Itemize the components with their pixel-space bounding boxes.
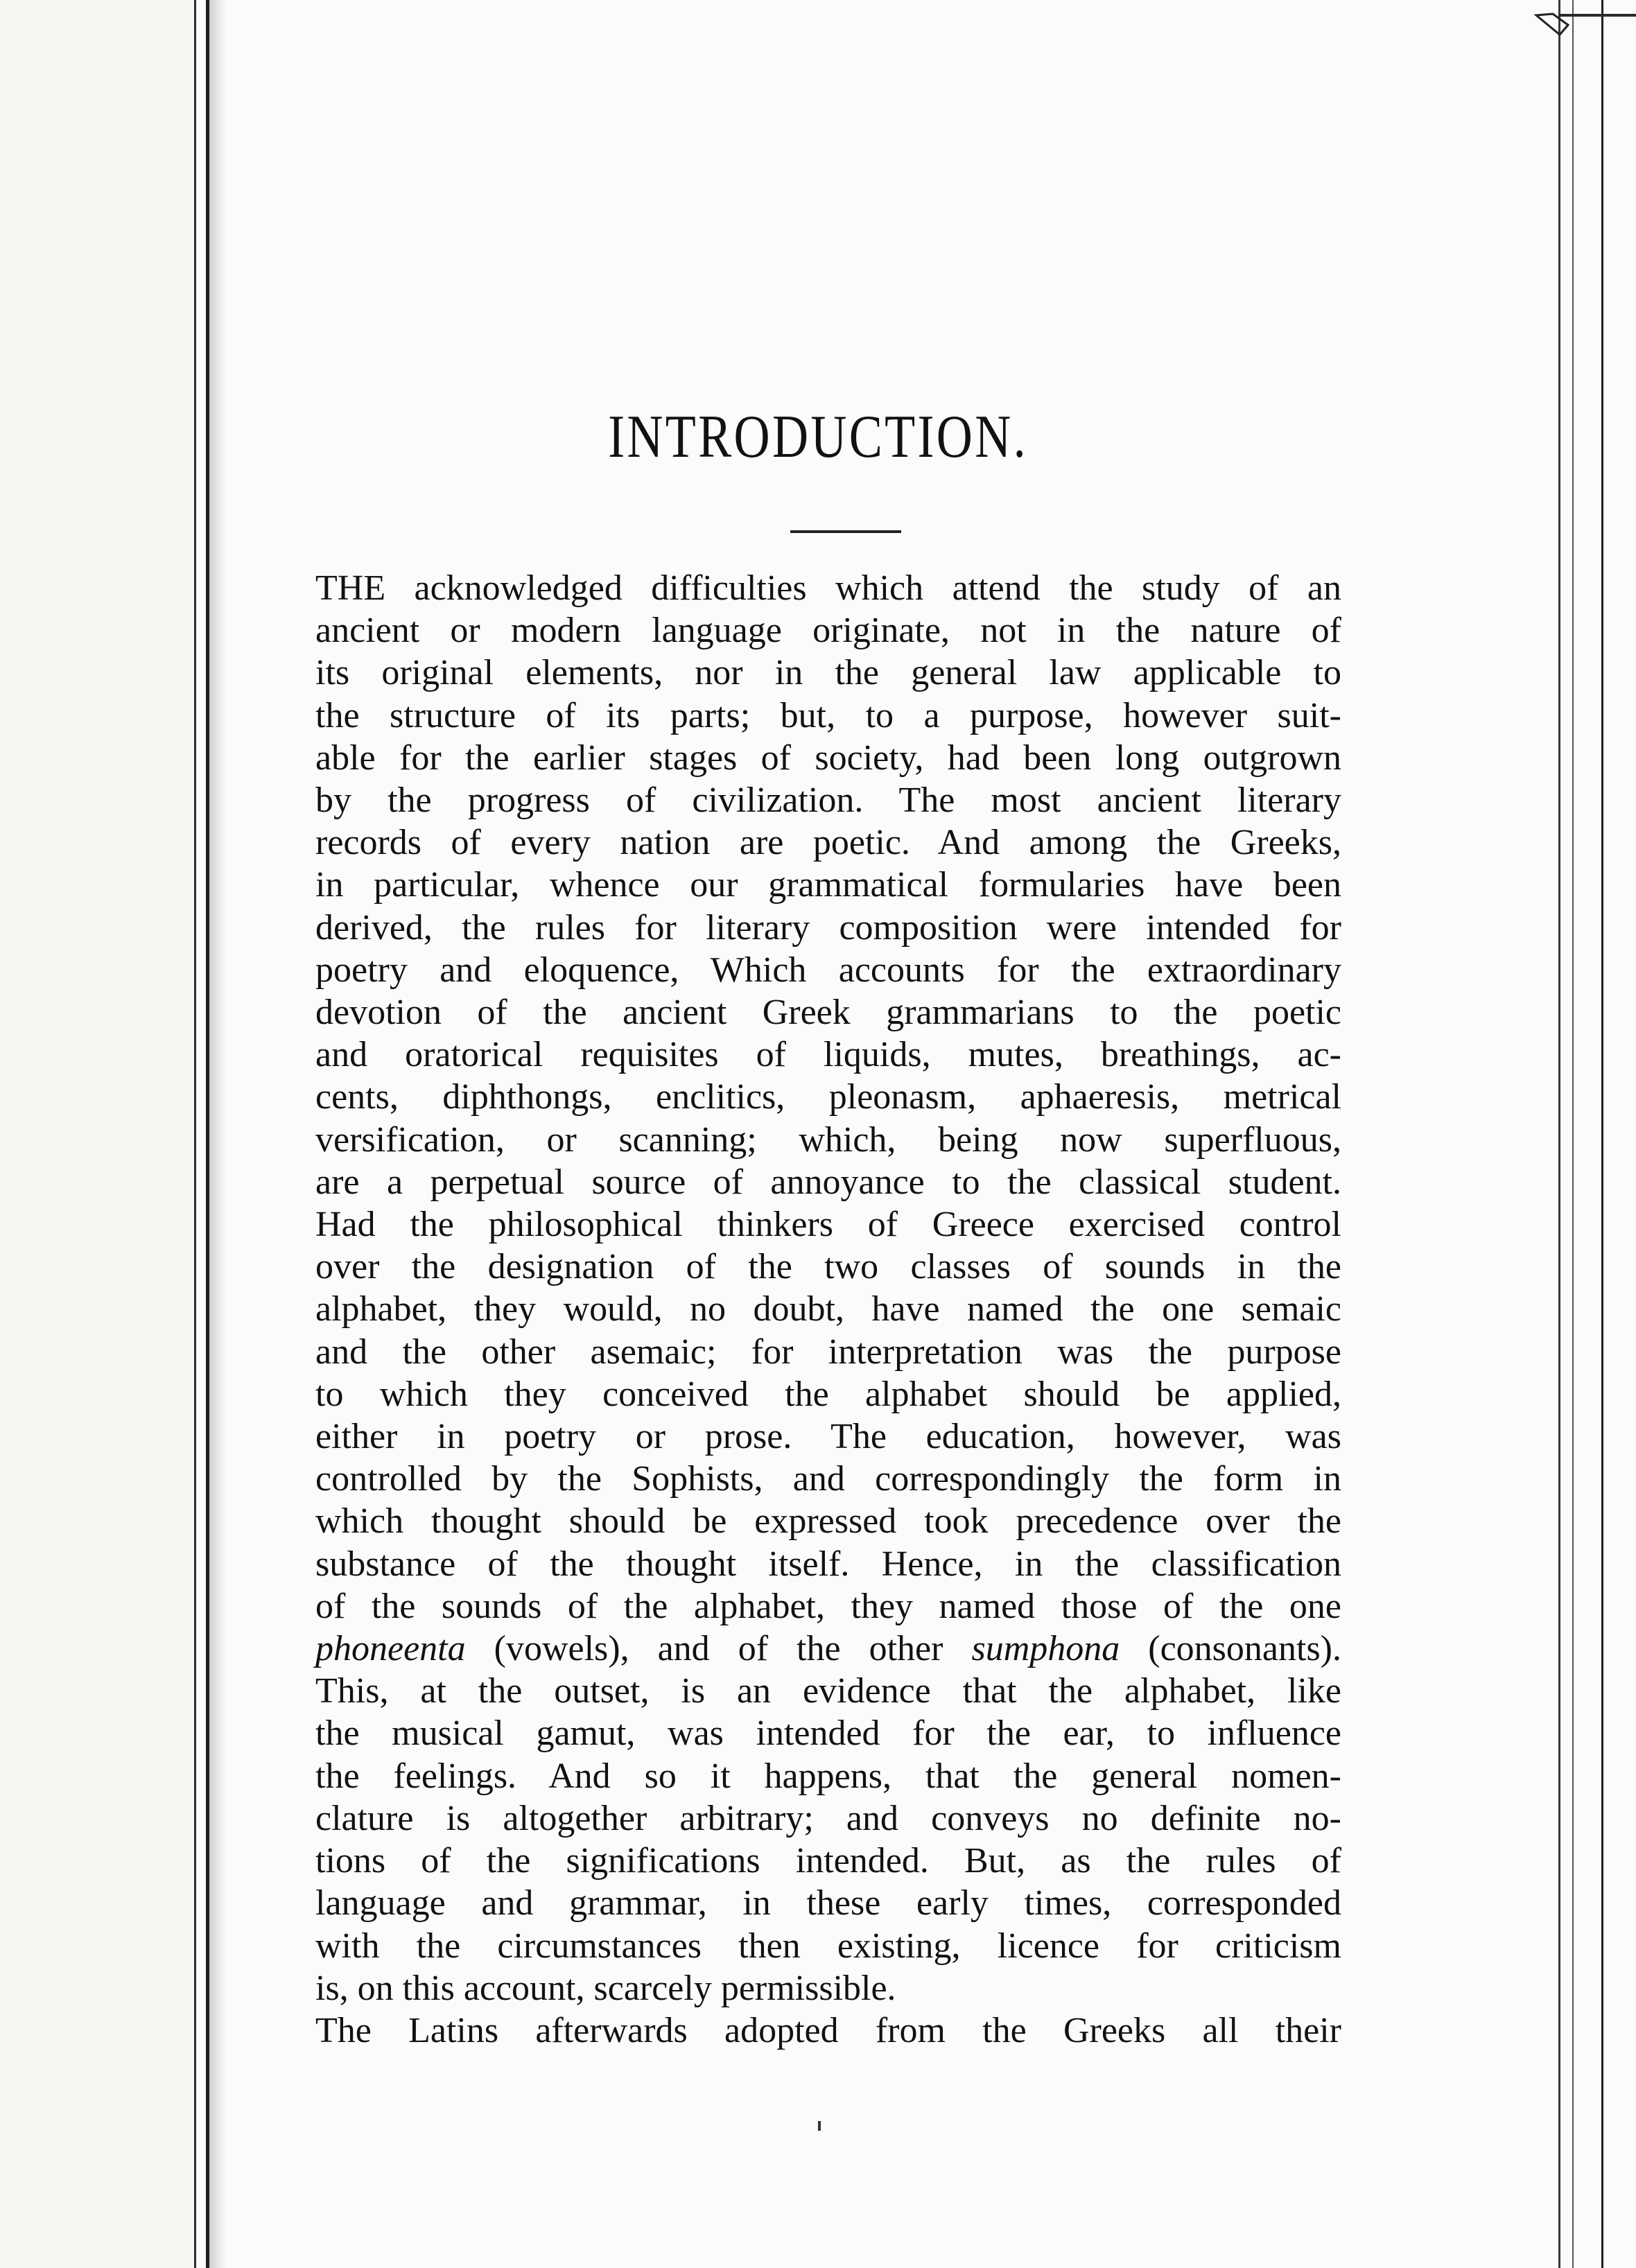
text-line: devotion of the ancient Greek grammarians to the poetic — [315, 993, 1341, 1033]
text-line: This, at the outset, is an evidence that the alphabet, like — [315, 1671, 1341, 1711]
text-line: records of every nation are poetic. And among the Greeks, — [315, 823, 1341, 863]
text-line: its original elements, nor in the general law applicable to — [315, 653, 1341, 693]
text-line: the structure of its parts; but, to a purpose, however suit- — [315, 695, 1341, 735]
printer-mark — [818, 2121, 821, 2131]
text-line: substance of the thought itself. Hence, in the classification — [315, 1544, 1341, 1584]
text-line: cents, diphthongs, enclitics, pleonasm, aphaeresis, metrical — [315, 1077, 1341, 1117]
text-line-italic-terms: phoneenta (vowels), and of the other sumphona (consonants). — [315, 1629, 1342, 1669]
text-line: either in poetry or prose. The education, however, was — [315, 1417, 1341, 1457]
text-line: of the sounds of the alphabet, they named those of the one — [315, 1586, 1341, 1626]
page-corner-fold-icon — [1532, 11, 1574, 39]
text-line: and oratorical requisites of liquids, mutes, breathings, ac- — [315, 1035, 1341, 1075]
title-rule — [790, 530, 901, 533]
text-line: with the circumstances then existing, licence for criticism — [315, 1926, 1341, 1966]
text-line: controlled by the Sophists, and correspondingly the form in — [315, 1459, 1341, 1499]
facing-page-edge — [0, 0, 196, 2268]
text-line: in particular, whence our grammatical formularies have been — [315, 865, 1341, 905]
text-line: Had the philosophical thinkers of Greece exercised control — [315, 1205, 1341, 1245]
gutter-shadow — [209, 0, 226, 2268]
text-line: the musical gamut, was intended for the ear, to influence — [315, 1713, 1341, 1754]
text-line: tions of the significations intended. But, as the rules of — [315, 1841, 1341, 1881]
text-line: by the progress of civilization. The most ancient literary — [315, 780, 1341, 821]
italic-term: sumphona — [971, 1629, 1120, 1669]
text-line: THE acknowledged difficulties which attend the study of an — [315, 568, 1341, 608]
text-line: which thought should be expressed took precedence over the — [315, 1501, 1341, 1542]
text-line: over the designation of the two classes of sounds in the — [315, 1247, 1341, 1287]
italic-term: phoneenta — [315, 1629, 466, 1669]
page-edge — [1558, 0, 1560, 2268]
text-line: able for the earlier stages of society, had been long outgrown — [315, 738, 1341, 778]
paragraph-2 — [315, 2009, 1341, 2052]
text-line: are a perpetual source of annoyance to the classical student. — [315, 1162, 1341, 1202]
body-text — [315, 567, 1341, 2052]
text-line: to which they conceived the alphabet should be applied, — [315, 1374, 1341, 1414]
text-line: derived, the rules for literary composition were intended for — [315, 907, 1341, 948]
text-line: the feelings. And so it happens, that the general nomen- — [315, 1756, 1341, 1796]
page-title: INTRODUCTION. — [608, 403, 1028, 471]
page-edge — [1572, 0, 1574, 2268]
page-edge — [1601, 0, 1603, 2268]
text-line: alphabet, they would, no doubt, have named the one semaic — [315, 1289, 1341, 1329]
text-line: The Latins afterwards adopted from the Greeks all their — [315, 2010, 1341, 2050]
text-line: is, on this account, scarcely permissible. — [315, 1968, 896, 2008]
text-line: versification, or scanning; which, being now superfluous, — [315, 1119, 1341, 1160]
text-line: clature is altogether arbitrary; and conveys no definite no- — [315, 1798, 1341, 1838]
text-line: ancient or modern language originate, not in the nature of — [315, 611, 1341, 651]
text-line: poetry and eloquence, Which accounts for the extraordinary — [315, 950, 1341, 990]
text-line: language and grammar, in these early times, corresponded — [315, 1883, 1341, 1924]
text-line: and the other asemaic; for interpretation was the purpose — [315, 1332, 1341, 1372]
paragraph-1 — [315, 567, 1341, 2009]
